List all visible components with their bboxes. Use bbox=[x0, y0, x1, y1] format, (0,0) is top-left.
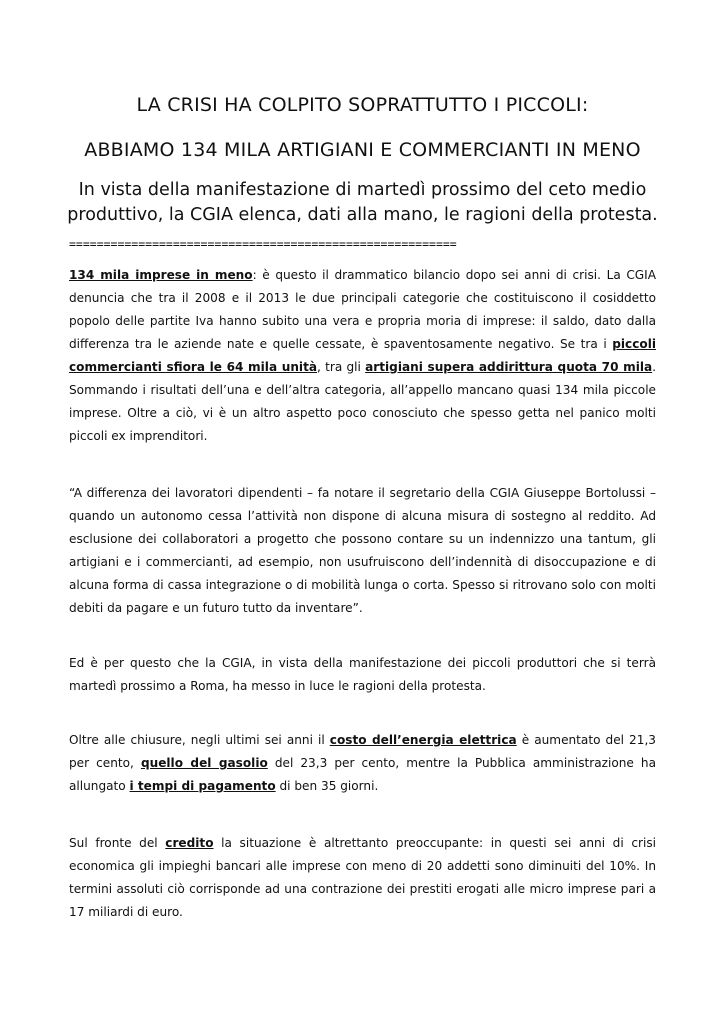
text-span: è aumentato del 21,3 per cento, bbox=[69, 733, 656, 770]
highlight-commercianti: piccoli commercianti sfiora le 64 mila unità bbox=[69, 337, 656, 374]
paragraph-manifestazione: Ed è per questo che la CGIA, in vista della manifestazione dei piccoli produttori che si terrà martedì prossimo a Roma, ha messo in luce le ragioni della protesta. bbox=[69, 656, 656, 693]
highlight-energia-elettrica: costo dell’energia elettrica bbox=[329, 733, 517, 747]
subtitle: In vista della manifestazione di martedì prossimo del ceto medio produttivo, la CGIA elenca, dati alla mano, le ragioni della protesta. bbox=[67, 180, 658, 225]
highlight-artigiani: artigiani supera addirittura quota 70 mila bbox=[365, 360, 653, 374]
text-span: la situazione è altrettanto preoccupante: in questi sei anni di crisi economica gli impieghi bancari alle imprese con meno di 20 addetti sono diminuiti del 10%. In termini assoluti ciò corrisponde ad una contrazione dei prestiti erogati alle micro imprese pari a 17 miliardi di euro. bbox=[69, 836, 656, 919]
paragraph-costi bbox=[69, 729, 656, 798]
highlight-credito: credito bbox=[165, 836, 214, 850]
text-span: del 23,3 per cento, mentre la Pubblica amministrazione ha allungato bbox=[69, 756, 656, 793]
highlight-imprese-in-meno: 134 mila imprese in meno bbox=[69, 268, 253, 282]
text-span: Oltre alle chiusure, negli ultimi sei anni il bbox=[69, 733, 330, 747]
text-span: . Sommando i risultati dell’una e dell’altra categoria, all’appello mancano quasi 134 mila piccole imprese. Oltre a ciò, vi è un altro aspetto poco conosciuto che spesso getta nel panico molti piccoli ex imprenditori. bbox=[69, 360, 657, 443]
highlight-gasolio: quello del gasolio bbox=[140, 756, 268, 770]
text-span: : è questo il drammatico bilancio dopo sei anni di crisi. La CGIA denuncia che tra il 2008 e il 2013 le due principali categorie che costituiscono il cosiddetto popolo delle partite Iva hanno subito una vera e propria moria di imprese: il saldo, dato dalla differenza tra le aziende nate e quelle cessate, è spaventosamente negativo. Se tra i bbox=[69, 268, 656, 351]
text-span: Sul fronte del bbox=[69, 836, 166, 850]
text-span: , tra gli bbox=[317, 360, 366, 374]
title-line-2: ABBIAMO 134 MILA ARTIGIANI E COMMERCIANTI IN MENO bbox=[84, 139, 641, 161]
text-span: di ben 35 giorni. bbox=[275, 779, 379, 793]
paragraph-credito bbox=[69, 832, 656, 924]
title-line-1: LA CRISI HA COLPITO SOPRATTUTTO I PICCOLI: bbox=[136, 94, 589, 116]
paragraph-imprese bbox=[69, 264, 656, 448]
paragraph-quote-bortolussi: “A differenza dei lavoratori dipendenti – fa notare il segretario della CGIA Giuseppe Bortolussi – quando un autonomo cessa l’attività non dispone di alcuna misura di sostegno al reddito. Ad esclusione dei collaboratori a progetto che possono contare su un indennizzo una tantum, gli artigiani e i commercianti, ad esempio, non usufruiscono dell’indennità di disoccupazione e di alcuna forma di cassa integrazione o di mobilità lunga o corta. Spesso si ritrovano solo con molti debiti da pagare e un futuro tutto da inventare”. bbox=[69, 486, 656, 615]
separator-line: ======================================================== bbox=[69, 237, 457, 251]
highlight-tempi-pagamento: i tempi di pagamento bbox=[129, 779, 276, 793]
